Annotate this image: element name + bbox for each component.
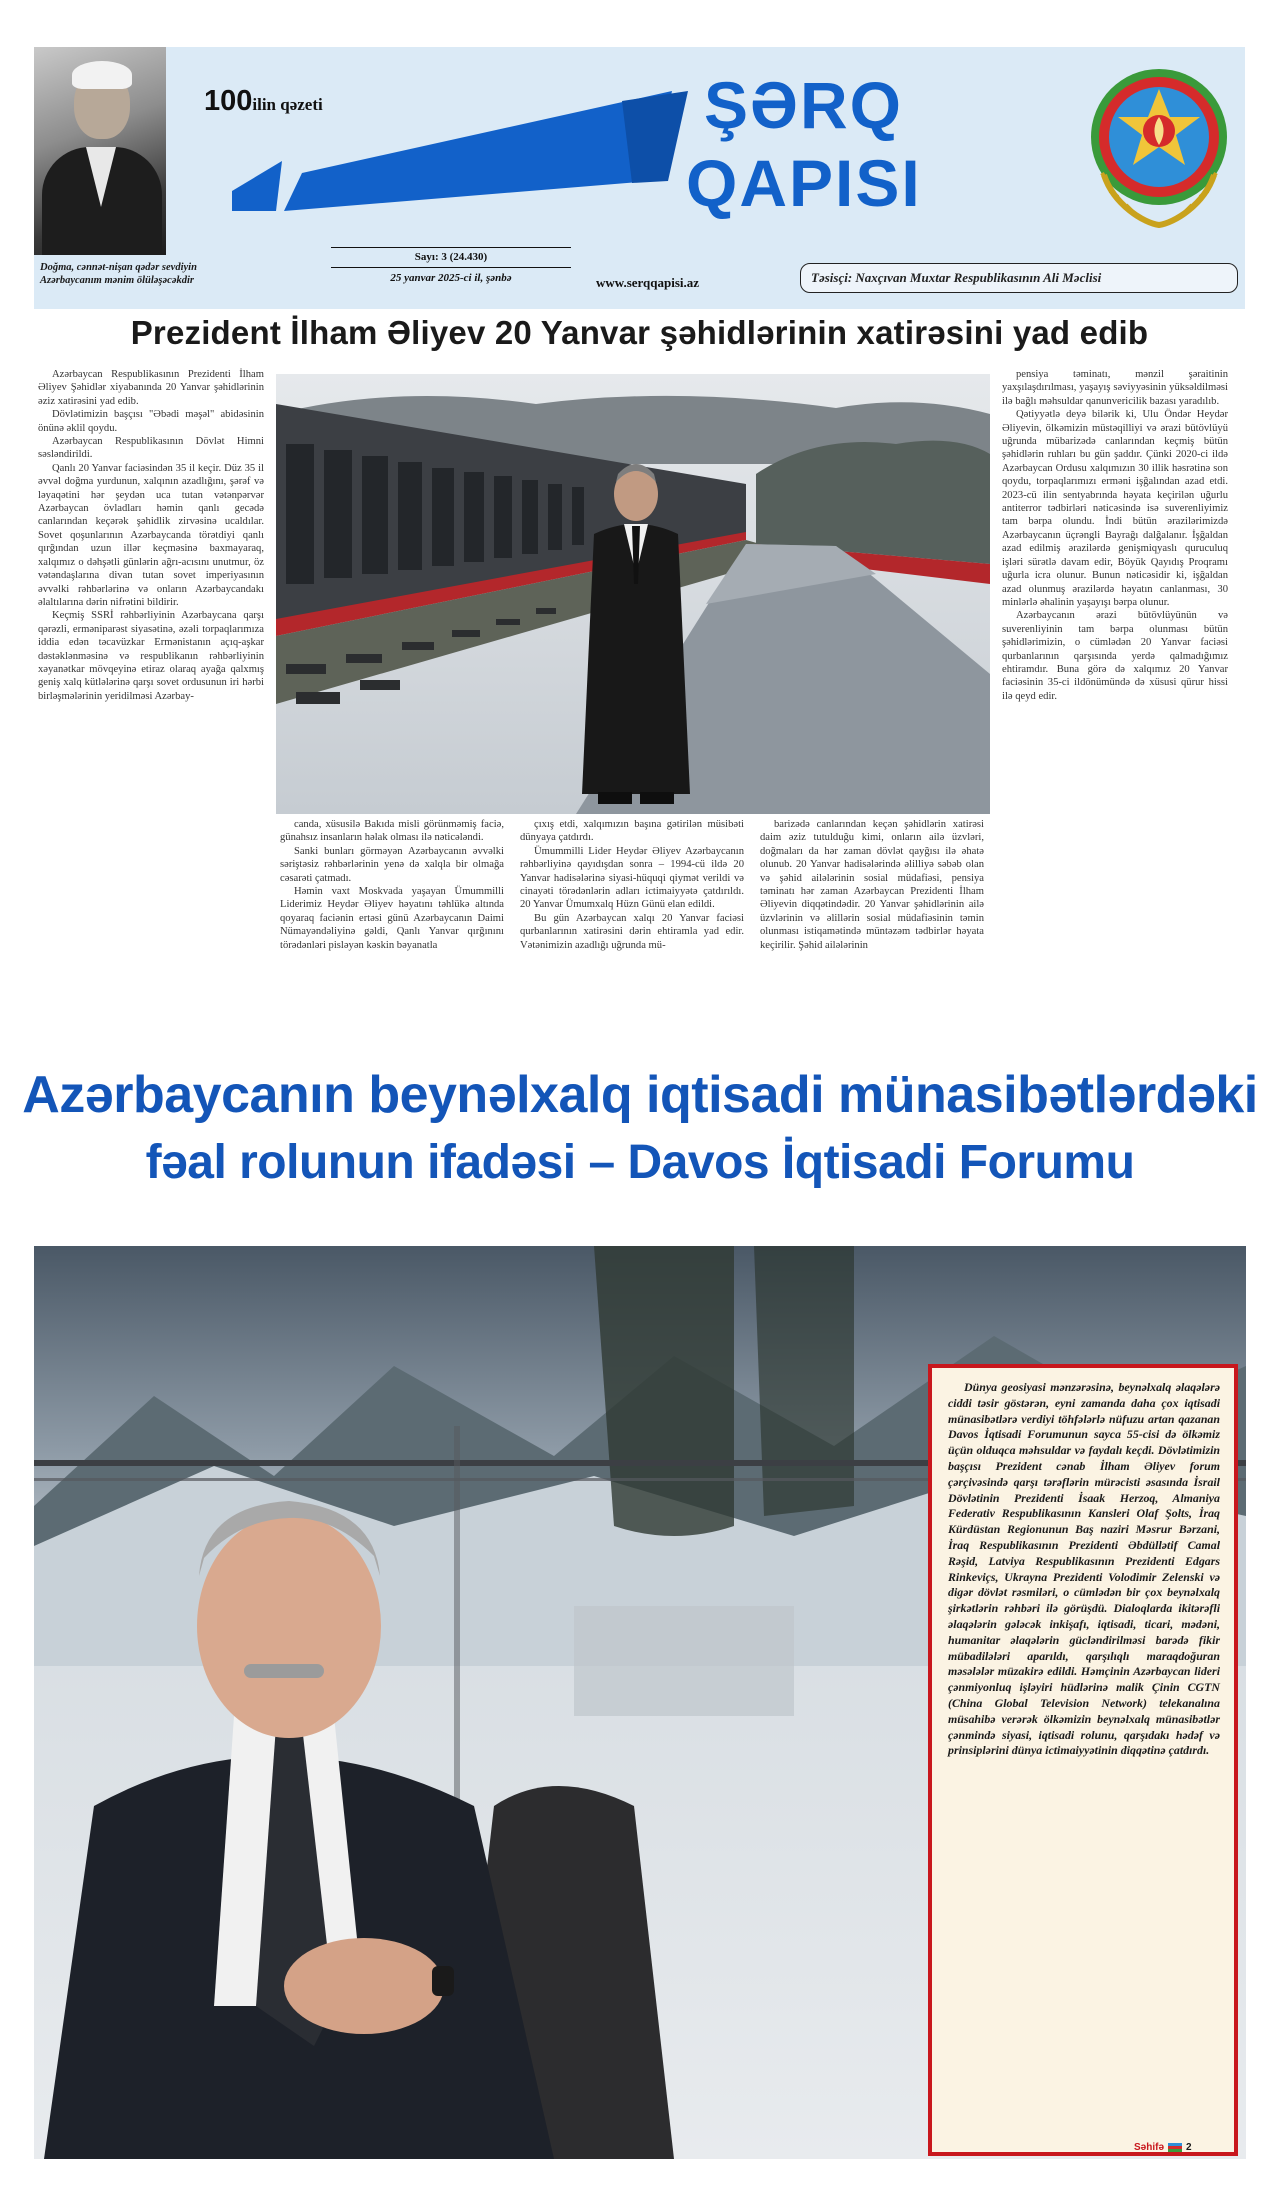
paragraph: Qətiyyətlə deyə bilərik ki, Ulu Öndər Heydər Əliyevin, ölkəmizin müstəqilliyi və ərazi bütövlüyü uğrunda mübarizədə canlarından keçmiş bütün şəhidlərin ruhları bu gün şaddır. Çünki 2020-ci ildə Azərbaycan Ordusu xalqımızın 30 illik həsrətinə son qoydu, torpaqlarımızı erməni işğalından azad etdi. 2023-cü ilin sentyabrında həyata keçirilən uğurlu antiterror tədbirləri nəticəsində isə suverenliyimiz tam bərpa olundu. İndi bütün ərazilərimizdə Azərbaycanın üçrəngli Bayrağı dalğalanır. İşğaldan azad edilmiş ərazilərdə genişmiqyaslı quruculuq işləri sürətlə davam edir, Böyük Qayıdış Proqramı uğurla icra olunur. Bunun nəticəsidir ki, işğaldan azad olunmuş ərazilərdə həyatın canlanması, 30 minlərlə əhalinin yaşayışı bərpa olunur.: [1002, 409, 1228, 608]
newspaper-title-line2: QAPISI: [686, 146, 922, 220]
page-ref-label: Səhifə: [1134, 2141, 1165, 2153]
issue-number: Sayı: 3 (24.430): [414, 251, 488, 263]
article1-column-1: [38, 368, 264, 1050]
memorial-alley-photo: [276, 374, 990, 814]
paragraph: Ümummilli Lider Heydər Əliyev Azərbaycanın rəhbərliyinə qayıdışdan sonra – 1994-cü ildə 20 Yanvar hadisələrinə siyasi-hüquqi qiymət verildi və cinayəti törədənlərin adları ictimaiyyətə çatdırıldı. 20 Yanvar Ümumxalq Hüzn Günü elan edildi.: [520, 845, 744, 911]
article2-intro-box: Dünya geosiyasi mənzərəsinə, beynəlxalq əlaqələrə ciddi təsir göstərən, eyni zamanda daha çox iqtisadi münasibətlərə verdiyi töhfələrlə nüfuzu artan qazanan Davos İqtisadi Forumunun sayca 55-cisi də ölkəmiz üçün olduqca məhsuldar və faydalı keçdi. Dövlətimizin başçısı Prezident cənab İlham Əliyev forum çərçivəsində qarşı tərəflərin mürəcisti əsasında İsrail Dövlətinin Prezidenti İsaak Herzoq, Almaniya Federativ Respublikasının Kansleri Olaf Şolts, İraq Kürdüstan Regionunun Baş naziri Məsrur Bərzani, İraq Respublikasının Prezidenti Əbdüllətif Camal Rəşid, Latviya Respublikasının Prezidenti Edgars Rinkeviçs, Ukrayna Prezidenti Volodimir Zelenski və digər dövlət rəsmiləri, o cümlədən bir çox beynəlxalq şirkətlərin rəhbəri ilə görüşdü. Dialoqlarda ikitərəfli əlaqələrin gələcək inkişafı, iqtisadi, ticari, mədəni, humanitar əlaqələrin gücləndirilməsi barədə fikir mübadilələri aparıldı, qarşılıqlı maraqdoğuran məsələlər müzakirə edildi. Həmçinin Azərbaycan lideri çənmiyonluq işləyiri hüdlərinə malik Çinin CGTN (China Global Television Network) telekanalına müsahibə verərək ölkəmizin beynəlxalq münasibətlər çənmində siyasi, iqtisadi rolunu, qarşıdakı hədəf və prinsiplərini dünya ictimaiyyətinin diqqətinə çatdırdı.: [928, 1364, 1238, 2156]
article1-column-3: [520, 818, 744, 1050]
founder-caption: Doğma, cənnət-nişan qədər sevdiyin Azərbaycanım mənim ölüləşəcəkdir: [40, 262, 197, 286]
article1-column-2: [280, 818, 504, 1050]
founder-portrait: [34, 47, 166, 255]
paragraph: Dövlətimizin başçısı "Əbədi məşəl" abidəsinin önünə əklil qoydu.: [38, 409, 264, 434]
article1-column-4: [760, 818, 984, 1050]
paragraph: Həmin vaxt Moskvada yaşayan Ümummilli Liderimiz Heydər Əliyev həyatını təhlükə altında qoyaraq faciənin ertəsi günü Azərbaycanın Daimi Nümayəndəliyinə gəldi, Qanlı Yanvar qırğınını törədənləri pisləyən kəskin bəyanatla: [280, 886, 504, 951]
paragraph: Azərbaycan Respublikasının Prezidenti İlham Əliyev Şəhidlər xiyabanında 20 Yanvar şəhidlərinin əziz xatirəsini yad edib.: [38, 369, 264, 407]
masthead: [34, 47, 1245, 309]
issue-date: 25 yanvar 2025-ci il, şənbə: [390, 272, 512, 284]
paragraph: Bu gün Azərbaycan xalqı 20 Yanvar faciəsi qurbanlarının xatirəsini dərin ehtiramla yad edir. Vətənimizin azadlığı uğrunda mü-: [520, 912, 744, 951]
article1-column-5: [1002, 368, 1228, 1050]
century-text: ilin qəzeti: [252, 95, 323, 114]
website-link[interactable]: www.serqqapisi.az: [596, 275, 700, 290]
paragraph: Sanki bunları görməyən Azərbaycanın əvvəlki səriştəsiz rəhbərlərinin yenə də xalqla bir olmağa cəsarəti çatmadı.: [280, 845, 504, 884]
paragraph: Azərbaycanın ərazi bütövlüyünün və suverenliyinin tam bərpa olunması bütün şəhidlərimizin, o cümlədən 20 Yanvar faciəsi qurbanlarının qarşısında yerdə qalmadığımız ehtiramdır. Buna görə də xalqımız 20 Yanvar faciəsinin 35-ci ildönümündə də xüsusi qürur hissi ilə qeyd edir.: [1002, 610, 1228, 702]
paragraph: pensiya təminatı, mənzil şəraitinin yaxşılaşdırılması, yaşayış səviyyəsinin yüksəldilməsi ilə bağlı məhsuldar qanunvericilik bazası yaradılıb.: [1002, 369, 1228, 407]
article2-headline-line1: Azərbaycanın beynəlxalq iqtisadi münasibətlərdəki: [22, 1066, 1258, 1124]
paragraph: çıxış etdi, xalqımızın başına gətirilən müsibəti dünyaya çatdırdı.: [520, 819, 744, 844]
state-emblem-icon: [1084, 55, 1234, 235]
flag-icon: [1168, 2143, 1182, 2152]
issue-info: [316, 247, 586, 284]
article1-headline: Prezident İlham Əliyev 20 Yanvar şəhidlərinin xatirəsini yad edib: [130, 314, 1149, 351]
paragraph: Qanlı 20 Yanvar faciəsindən 35 il keçir. Düz 35 il əvvəl doğma yurdunun, xalqının azadlığını, şərəf və ləyaqətini hər şeydən uca tutan vətənpərvər Azərbaycan övladları həmin qanlı gecədə canlarından keçərək şəhidlik zirvəsinə ucaldılar. Sovet qoşunlarının Azərbaycanda törətdiyi qanlı qırğından uzun illər keçməsinə baxmayaraq, xalqımız o dəhşətli günlərin ağrı-acısını unutmur, öz vətəndaşlarına divan tutan sovet imperiyasının əvvəlki rəhbərlərinə və onların Azərbaycandakı əlaltılarına dərin nifrətini bildirir.: [38, 462, 264, 608]
paragraph: Keçmiş SSRİ rəhbərliyinin Azərbaycana qarşı qərəzli, erməniparəst siyasətinə, əzəli torpaqlarımıza iddia edən təcavüzkar Ermənistanın açıq-aşkar dəstəklənməsinə və respublikanın rəhbərliyinin xəyanətkar mövqeyinə etiraz olaraq ayağa qalxmış geniş xalq kütlələrinə qarşı sovet ordusunun iri hərbi birləşmələrinin yeridilməsi Azərbay-: [38, 610, 264, 702]
paragraph: canda, xüsusilə Bakıda misli görünməmiş faciə, günahsız insanların həlak olması ilə nəticələndi.: [280, 819, 504, 844]
continued-page-ref[interactable]: [1134, 2138, 1192, 2156]
founder-org-box: Təsisçi: Naxçıvan Muxtar Respublikasının Ali Məclisi: [800, 263, 1238, 293]
masthead-decoration: [232, 61, 692, 231]
page-ref-number: 2: [1186, 2141, 1192, 2153]
century-number: 100: [204, 85, 253, 117]
newspaper-title-line1: ŞƏRQ: [704, 68, 903, 142]
article2-headline-line2: fəal rolunun ifadəsi – Davos İqtisadi Forumu: [145, 1136, 1135, 1189]
paragraph: barizədə canlarından keçən şəhidlərin xatirəsi daim əziz tutulduğu kimi, onların ailə üzvləri, doğmaları da hər zaman dövlət qayğısı ilə əhatə olunub. 20 Yanvar hadisələrində əlilliyə səbəb olan və şəhid ailələrinin sosial müdafiəsi, pensiya təminatı hər zaman Azərbaycan Prezidenti İlham Əliyevin diqqətindədir. 20 Yanvar şəhidlərinin ailə üzvlərinin və əlillərin sosial müdafiəsinin təmin olunması istiqamətində müntəzəm tədbirlər həyata keçirilir. Şəhid ailələrinin: [760, 819, 984, 951]
paragraph: Azərbaycan Respublikasının Dövlət Himni səsləndirildi.: [38, 436, 264, 461]
